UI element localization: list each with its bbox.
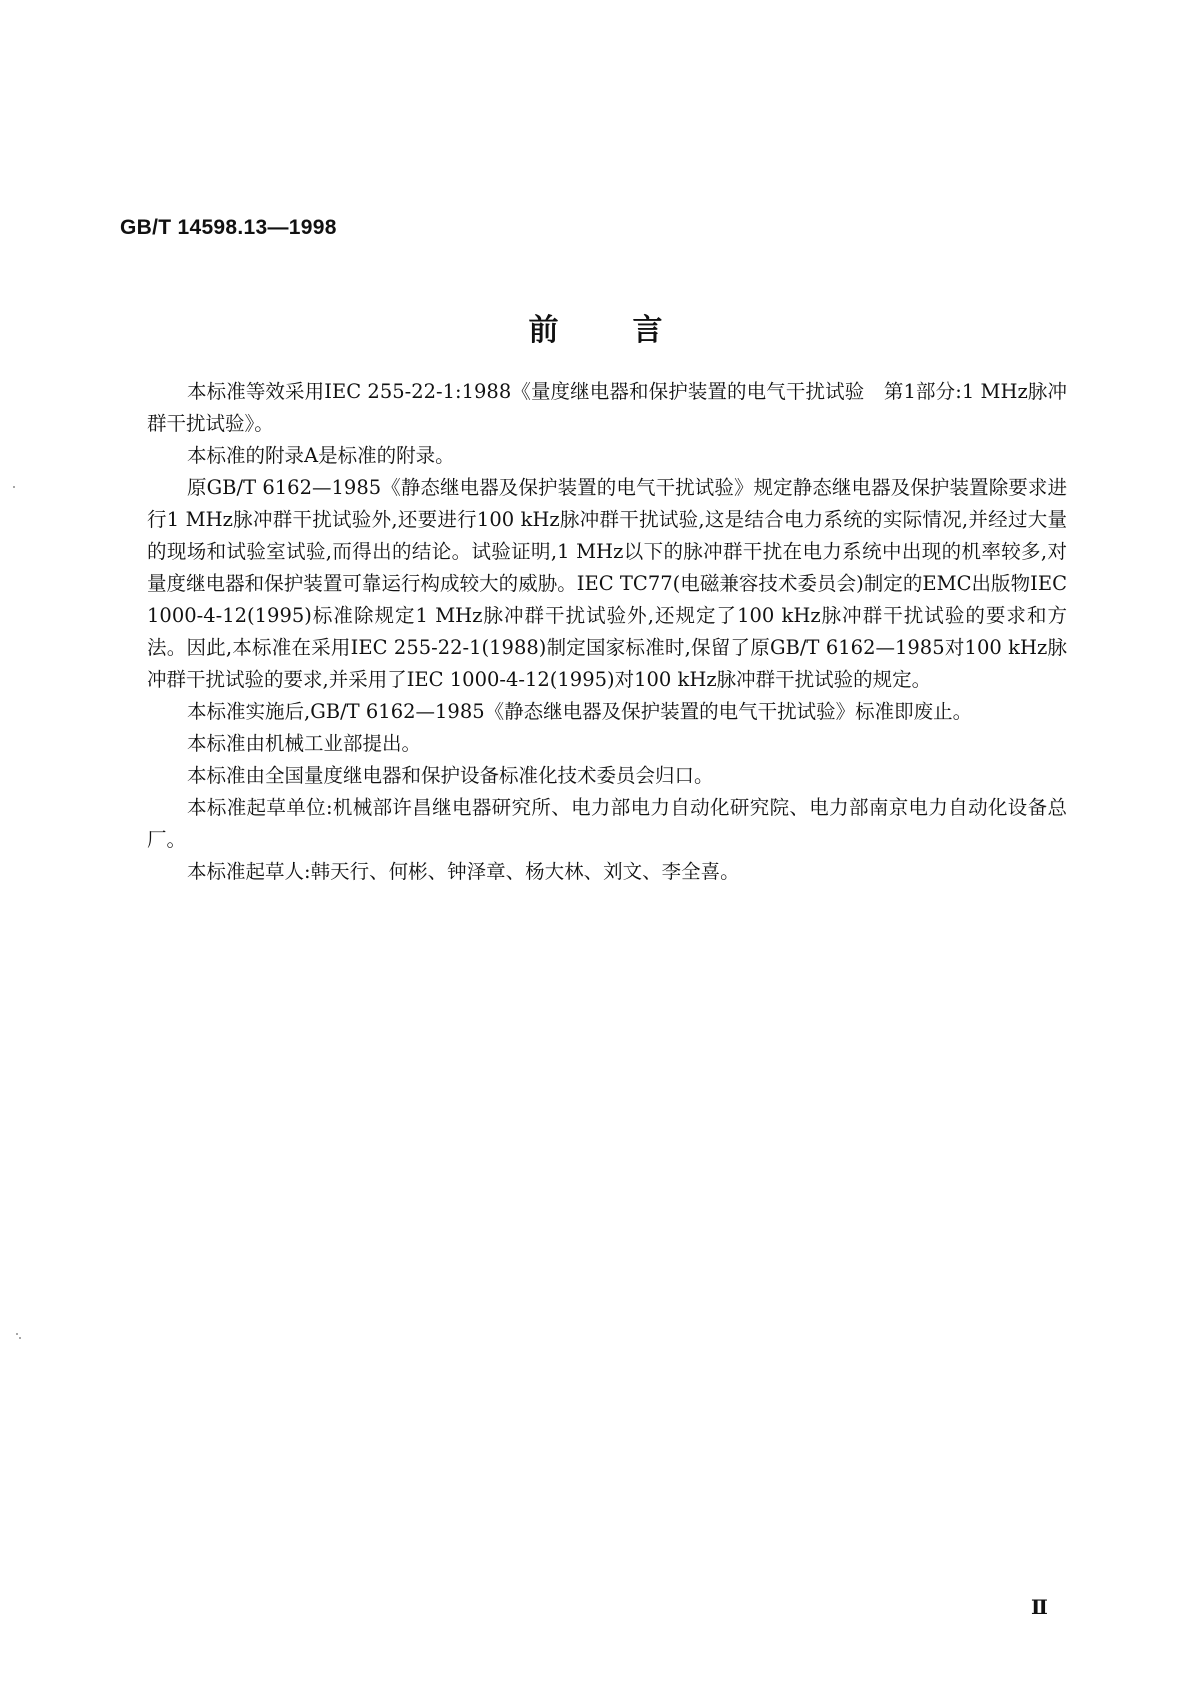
scan-speck xyxy=(16,1333,18,1335)
foreword-body xyxy=(147,376,1067,888)
paragraph-background: 原GB/T 6162—1985《静态继电器及保护装置的电气干扰试验》规定静态继电器及保护装置除要求进行1 MHz脉冲群干扰试验外,还要进行100 kHz脉冲群干扰试验,这是结合电力系统的实际情况,并经过大量的现场和试验室试验,而得出的结论。试验证明,1 MHz以下的脉冲群干扰在电力系统中出现的机率较多,对量度继电器和保护装置可靠运行构成较大的威胁。IEC TC77(电磁兼容技术委员会)制定的EMC出版物IEC 1000-4-12(1995)标准除规定1 MHz脉冲群干扰试验外,还规定了100 kHz脉冲群干扰试验的要求和方法。因此,本标准在采用IEC 255-22-1(1988)制定国家标准时,保留了原GB/T 6162—1985对100 kHz脉冲群干扰试验的要求,并采用了IEC 1000-4-12(1995)对100 kHz脉冲群干扰试验的规定。 xyxy=(147,476,1067,691)
paragraph-drafters: 本标准起草人:韩天行、何彬、钟泽章、杨大林、刘文、李全喜。 xyxy=(187,860,740,883)
paragraph-proposed-by: 本标准由机械工业部提出。 xyxy=(187,732,422,755)
paragraph-drafting-units: 本标准起草单位:机械部许昌继电器研究所、电力部电力自动化研究院、电力部南京电力自动化设备总厂。 xyxy=(147,796,1067,851)
paragraph-managed-by: 本标准由全国量度继电器和保护设备标准化技术委员会归口。 xyxy=(187,764,714,787)
standard-code: GB/T 14598.13—1998 xyxy=(120,216,337,239)
page-title: 前言 xyxy=(528,313,737,348)
scan-speck xyxy=(13,486,15,488)
scan-speck xyxy=(19,1337,21,1339)
paragraph-appendix: 本标准的附录A是标准的附录。 xyxy=(187,444,455,467)
paragraph-supersedes: 本标准实施后,GB/T 6162—1985《静态继电器及保护装置的电气干扰试验》标准即废止。 xyxy=(187,700,973,723)
paragraph-equivalence: 本标准等效采用IEC 255-22-1:1988《量度继电器和保护装置的电气干扰试验 第1部分:1 MHz脉冲群干扰试验》。 xyxy=(147,380,1067,435)
page-number: Ⅱ xyxy=(1031,1597,1048,1619)
